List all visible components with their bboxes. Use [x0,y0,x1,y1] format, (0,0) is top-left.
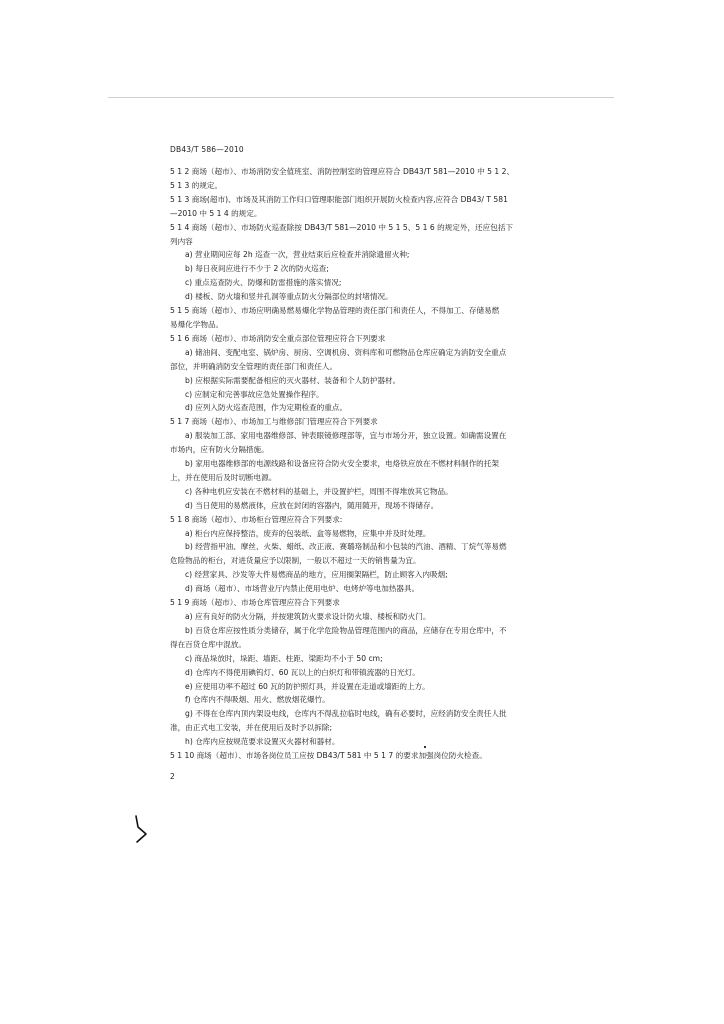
list-item-line: a) 柜台内应保持整洁，废弃的包装纸、盒等易燃物，应集中并及时处理。 [185,528,431,538]
continuation-line: 列内容 [170,236,193,246]
list-item-line: c) 各种电机应安装在不燃材料的基础上，并设置护栏，周围不得堆放其它物品。 [185,486,453,496]
clause-line: 5 1 9 商场（超市）、市场仓库管理应符合下列要求 [170,598,340,608]
list-item-line: d) 应列入防火巡查范围，作为定期检查的重点。 [185,403,348,413]
clause-line: 5 1 3 商场(超市)、市场及其消防工作归口管理职能部门组织开展防火检查内容,应符合 DB43/ T 581 [170,194,508,204]
page-number: 2 [170,772,175,781]
list-item-line: d) 楼板、防火墙和竖井孔洞等重点防火分隔部位的封堵情况。 [185,292,393,302]
list-item-line: b) 经营指甲油、摩丝、火柴、蜡纸、改正液、赛璐珞制品和小包装的汽油、酒精、丁烷气等易燃 [185,542,507,552]
list-item-line: a) 营业期间应每 2h 巡查一次，营业结束后应检查并消除遗留火种; [185,250,410,260]
list-item-line: e) 应使用功率不超过 60 瓦的防护照灯具，并设置在走道或墙距的上方。 [185,681,430,691]
list-item-line: b) 应根据实际需要配备相应的灭火器材、装备和个人防护器材。 [185,375,401,385]
clause-line: 5 1 5 商场（超市）、市场应明确易燃易爆化学物品管理的责任部门和责任人，不得加工、存储易燃 [170,306,500,316]
list-item-line: b) 家用电器维修部的电源线路和设备应符合防火安全要求，电烙铁应放在不燃材料制作的托架 [185,459,499,469]
list-item-line: c) 重点巡查防火、防爆和防雷措施的落实情况; [185,278,342,288]
list-item-line: d) 商场（超市）、市场营业厅内禁止使用电炉、电烤炉等电加热器具。 [185,584,420,594]
continuation-line: 部位，并明确消防安全管理的责任部门和责任人。 [170,361,338,371]
continuation-line: 准，由正式电工安装，并在使用后及时予以拆除; [170,723,333,733]
continuation-line: 上，并在使用后及时切断电源。 [170,472,277,482]
continuation-line: 危险物品的柜台，对进货量应予以限制，一般以不超过一天的销售量为宜。 [170,556,421,566]
list-item-line: a) 储油间、变配电室、锅炉房、厨房、空调机房、资料库和可燃物品仓库应确定为消防安全重点 [185,347,507,357]
clause-line: 5 1 10 商场（超市）、市场各岗位员工应按 DB43/T 581 中 5 1 7 的要求加强岗位防火检查。 [170,751,487,761]
clause-line: 5 1 4 商场（超市）、市场防火巡查除按 DB43/T 581—2010 中 5 1 5、5 1 6 的规定外，还应包括下 [170,222,514,232]
clause-line: 5 1 2 商场（超市）、市场消防安全值班室、消防控制室的管理应符合 DB43/T 581—2010 中 5 1 2、 [170,167,515,176]
continuation-line: —2010 中 5 1 4 的规定。 [170,208,262,218]
list-item-line: c) 应制定和完善事故应急处置操作程序。 [185,389,324,399]
clause-line: 5 1 6 商场（超市）、市场消防安全重点部位管理应符合下列要求 [170,333,386,343]
clause-line: 5 1 8 商场（超市）、市场柜台管理应符合下列要求: [170,514,343,524]
list-item-line: a) 服装加工部、家用电器维修部、钟表眼镜修理部等，宜与市场分开，独立设置。如确需设置在 [185,431,507,441]
list-item-line: b) 百货仓库应按性质分类储存，属于化学危险物品管理范围内的商品，应储存在专用仓库中，不 [185,625,507,635]
list-item-line: c) 商品垛放时，垛距、墙距、柱距、梁距均不小于 50 cm; [185,653,383,663]
continuation-line: 易爆化学物品。 [170,319,224,329]
continuation-line: 市场内，应有防火分隔措施。 [170,445,269,455]
clause-line: 5 1 7 商场（超市）、市场加工与维修部门管理应符合下列要求 [170,417,378,427]
list-item-line: h) 仓库内应按规范要求设置灭火器材和器材。 [185,737,340,747]
continuation-line: 5 1 3 的规定。 [170,180,223,190]
header-rule [108,97,614,98]
continuation-line: 得在百货仓库中混放。 [170,639,246,649]
document-body [170,165,578,763]
list-item-line: c) 经营家具、沙发等大件易燃商品的地方，应用搁架隔栏，防止顾客入内吸烟; [185,570,448,580]
list-item-line: d) 仓库内不得使用碘钨灯、60 瓦以上的白炽灯和带镇流器的日光灯。 [185,667,420,677]
list-item-line: d) 当日使用的易燃液体，应放在封闭的容器内，随用随开，现场不得储存。 [185,500,439,510]
list-item-line: f) 仓库内不得吸烟、用火、燃放烟花爆竹。 [185,695,330,705]
list-item-line: b) 每日夜间应进行不少于 2 次的防火巡查; [185,264,329,274]
list-item-line: a) 应有良好的防火分隔，并按建筑防火要求设计防火墙、楼板和防火门。 [185,612,431,621]
stray-mark [424,746,426,748]
document-code: DB43/T 586—2010 [170,145,244,154]
pen-stroke-mark [133,814,149,844]
list-item-line: g) 不得在仓库内顶内架设电线，仓库内不得乱拉临时电线，确有必要时，应经消防安全责任人批 [185,709,507,719]
